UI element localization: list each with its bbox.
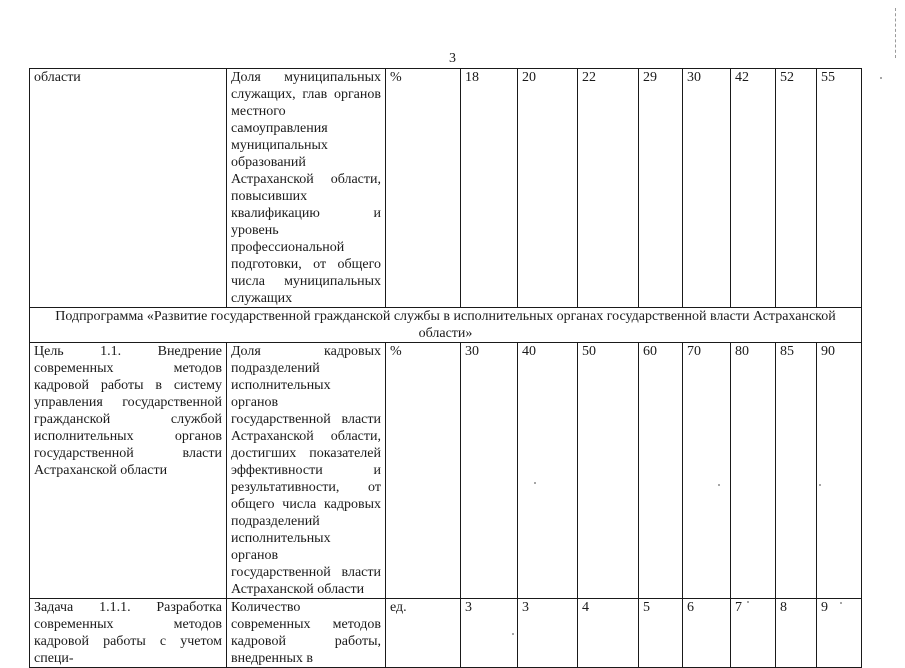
value-cell: 20 [518,69,578,308]
scan-speck [840,602,842,604]
value-cell: 5 [639,599,683,668]
goal-cell: Задача 1.1.1. Разработка современных методов кадровой работы с учетом специ- [30,599,227,668]
unit-cell: % [386,343,461,599]
goal-cell: Цель 1.1. Внедрение современных методов кадровой работы в систему управления государственной гражданской службой исполнительных органов государственной власти Астраханской области [30,343,227,599]
value-cell: 40 [518,343,578,599]
value-cell: 55 [817,69,862,308]
scan-speck [512,633,514,635]
page-number: 3 [449,51,456,66]
value-cell: 22 [578,69,639,308]
unit-cell: % [386,69,461,308]
table-row [30,343,862,599]
scan-speck [880,77,882,79]
value-cell: 7 [731,599,776,668]
value-cell: 9 [817,599,862,668]
scan-speck [747,601,749,603]
value-cell: 4 [578,599,639,668]
value-cell: 18 [461,69,518,308]
value-cell: 30 [683,69,731,308]
value-cell: 85 [776,343,817,599]
value-cell: 6 [683,599,731,668]
value-cell: 60 [639,343,683,599]
value-cell: 3 [461,599,518,668]
indicator-cell: Доля муниципальных служащих, глав органов местного самоуправления муниципальных образований Астраханской области, повысивших квалификацию и уровень профессиональной подготовки, от общего числа муниципальных служащих [227,69,386,308]
value-cell: 52 [776,69,817,308]
subprogram-row [30,308,862,343]
subprogram-title: Подпрограмма «Развитие государственной гражданской службы в исполнительных органах государственной власти Астраханской области» [30,308,862,343]
scan-speck [534,482,536,484]
scan-speck [718,484,720,486]
indicator-cell: Количество современных методов кадровой работы, внедренных в [227,599,386,668]
unit-cell: ед. [386,599,461,668]
value-cell: 70 [683,343,731,599]
indicator-cell: Доля кадровых подразделений исполнительных органов государственной власти Астраханской области, достигших показателей эффективности и результативности, от общего числа кадровых подразделений исполнительных органов государственной власти Астраханской области [227,343,386,599]
scan-edge-mark [895,8,896,58]
value-cell: 80 [731,343,776,599]
value-cell: 90 [817,343,862,599]
value-cell: 42 [731,69,776,308]
value-cell: 3 [518,599,578,668]
value-cell: 30 [461,343,518,599]
scan-speck [819,484,821,486]
value-cell: 50 [578,343,639,599]
table-row [30,599,862,668]
goal-cell: области [30,69,227,308]
value-cell: 8 [776,599,817,668]
value-cell: 29 [639,69,683,308]
indicators-table [29,68,862,668]
table-row [30,69,862,308]
